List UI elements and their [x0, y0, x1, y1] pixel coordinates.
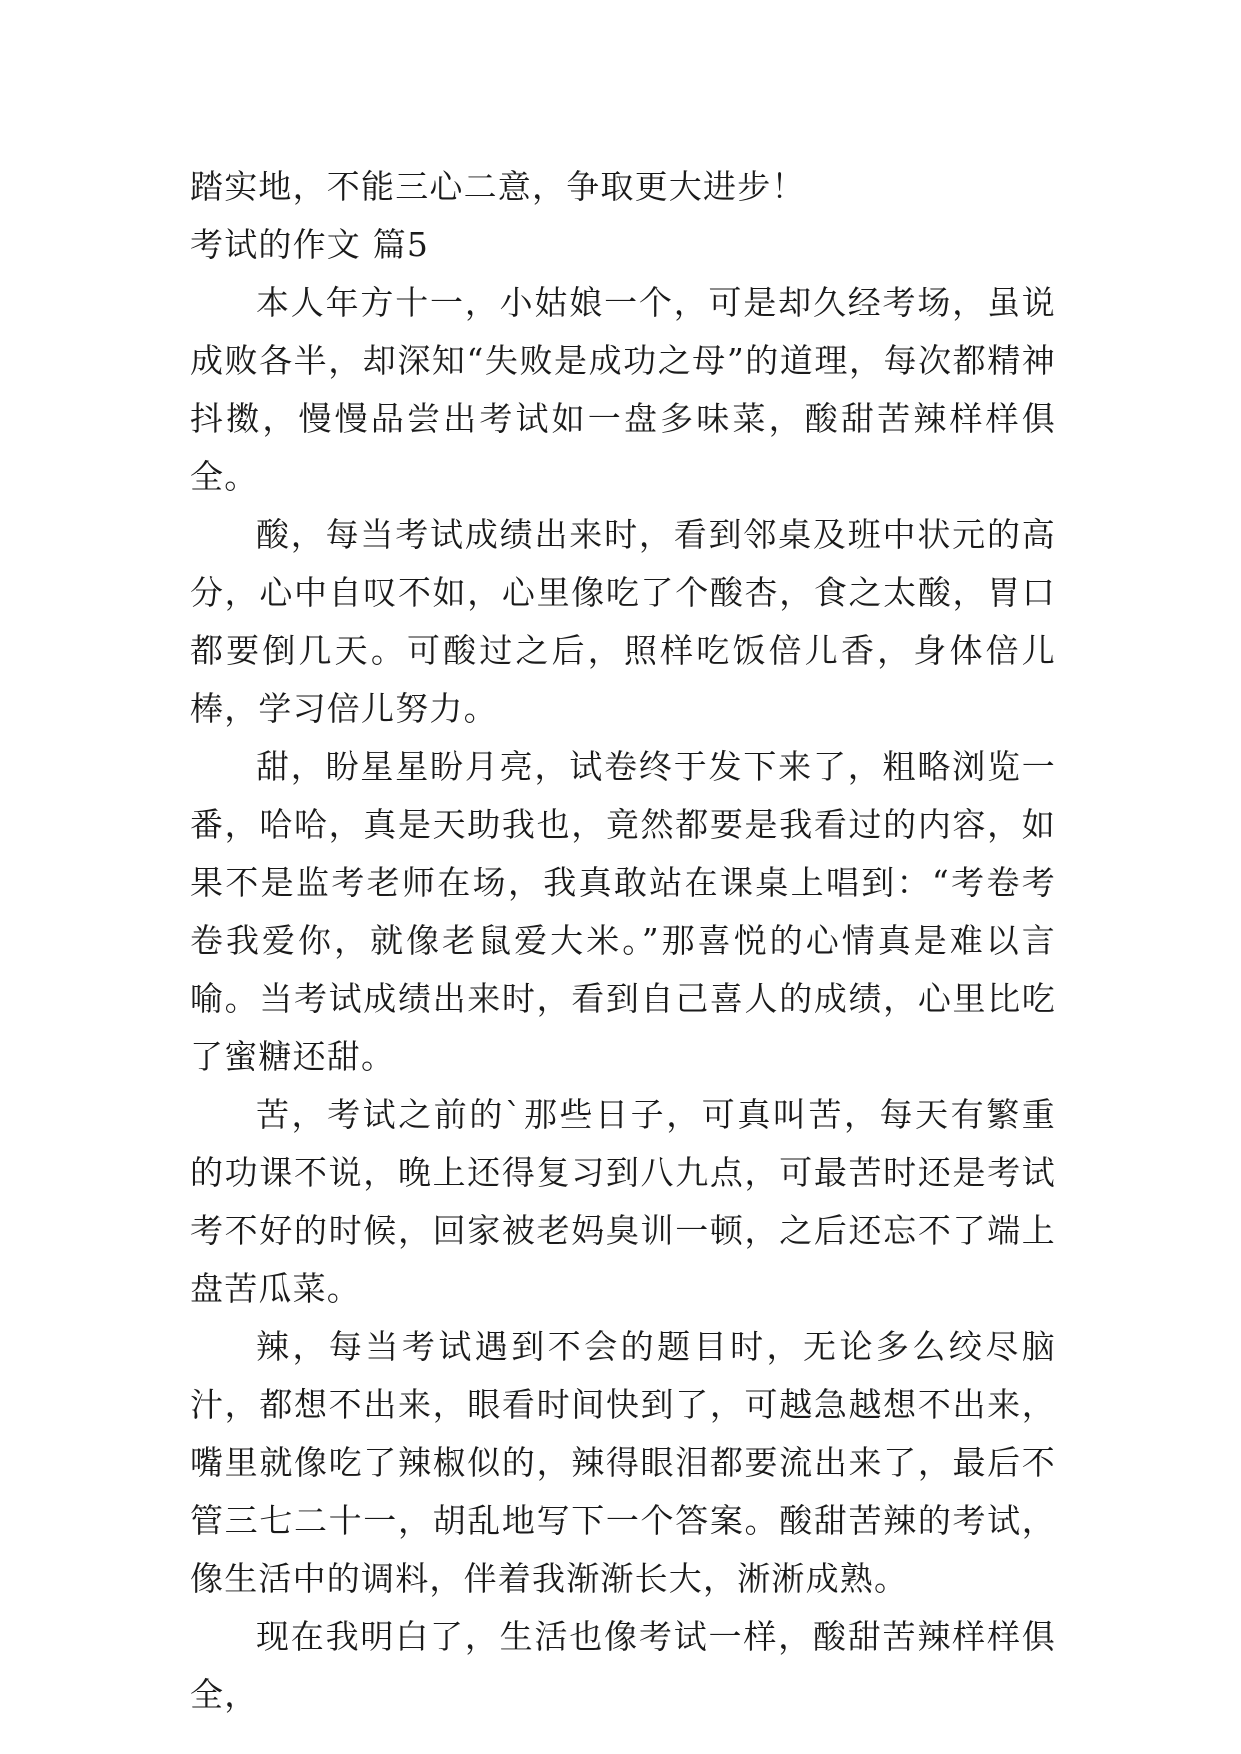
continuation-line: 踏实地，不能三心二意，争取更大进步！	[190, 167, 806, 206]
paragraph-spicy: 辣，每当考试遇到不会的题目时，无论多么绞尽脑汁，都想不出来，眼看时间快到了，可越急越想不出来，嘴里就像吃了辣椒似的，辣得眼泪都要流出来了，最后不管三七二十一，胡乱地写下一个答案。酸甜苦辣的考试，像生活中的调料，伴着我渐渐长大，淅淅成熟。	[190, 1327, 1056, 1598]
essay-body	[190, 158, 1056, 1724]
paragraph-sour: 酸，每当考试成绩出来时，看到邻桌及班中状元的高分，心中自叹不如，心里像吃了个酸杏，食之太酸，胃口都要倒几天。可酸过之后，照样吃饭倍儿香，身体倍儿棒，学习倍儿努力。	[190, 515, 1056, 728]
paragraph-sweet: 甜，盼星星盼月亮，试卷终于发下来了，粗略浏览一番，哈哈，真是天助我也，竟然都要是我看过的内容，如果不是监考老师在场，我真敢站在课桌上唱到：“考卷考卷我爱你，就像老鼠爱大米。”那喜悦的心情真是难以言喻。当考试成绩出来时，看到自己喜人的成绩，心里比吃了蜜糖还甜。	[190, 747, 1056, 1076]
essay-heading: 考试的作文 篇5	[190, 225, 430, 264]
paragraph-intro: 本人年方十一，小姑娘一个，可是却久经考场，虽说成败各半，却深知“失败是成功之母”的道理，每次都精神抖擞，慢慢品尝出考试如一盘多味菜，酸甜苦辣样样俱全。	[190, 283, 1056, 496]
paragraph-bitter: 苦，考试之前的`那些日子，可真叫苦，每天有繁重的功课不说，晚上还得复习到八九点，可最苦时还是考试考不好的时候，回家被老妈臭训一顿，之后还忘不了端上盘苦瓜菜。	[190, 1095, 1056, 1308]
paragraph-conclusion: 现在我明白了，生活也像考试一样，酸甜苦辣样样俱全，	[190, 1617, 1056, 1714]
